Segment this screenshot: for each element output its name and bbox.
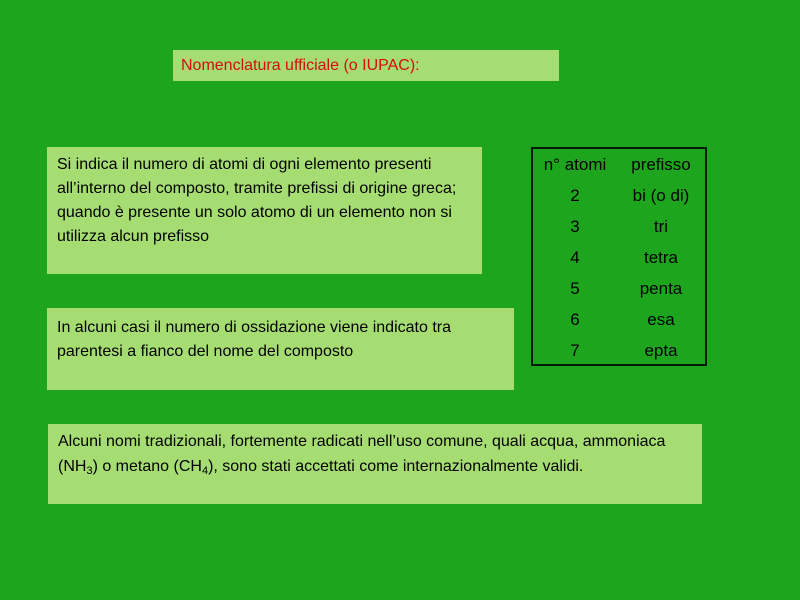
prefix-cell: tri [653, 216, 669, 236]
table-row [533, 304, 705, 335]
prefix-cell: bi (o di) [632, 185, 690, 205]
oxidation-note-box [47, 308, 514, 390]
oxidation-note-text: In alcuni casi il numero di ossidazione viene indicato tra parentesi a fianco del nome del composto [57, 319, 451, 360]
header-atoms: n° atomi [543, 154, 607, 174]
table-row [533, 242, 705, 273]
table-row [533, 273, 705, 304]
atoms-cell: 6 [570, 309, 580, 329]
traditional-names-text-1: Alcuni nomi tradizionali, fortemente radicati nell’uso comune, quali acqua, ammoniaca (NH [58, 433, 666, 475]
prefix-rule-text: Si indica il numero di atomi di ogni elemento presenti all’interno del composto, tramite prefissi di origine greca; quando è presente un solo atomo di un elemento non si utilizza alcun prefisso [57, 156, 457, 245]
table-header-row [533, 149, 705, 180]
traditional-names-text-3: ), sono stati accettati come internazionalmente validi. [208, 458, 584, 475]
nh3-subscript: 3 [86, 465, 93, 477]
table-row [533, 335, 705, 366]
table-row [533, 180, 705, 211]
atoms-cell: 7 [570, 340, 580, 360]
prefix-table-grid [533, 149, 705, 366]
atoms-cell: 2 [570, 185, 580, 205]
slide-title: Nomenclatura ufficiale (o IUPAC): [181, 57, 420, 74]
prefix-table [531, 147, 707, 366]
table-row [533, 211, 705, 242]
title-box [173, 50, 559, 81]
header-prefix: prefisso [631, 154, 691, 174]
atoms-cell: 4 [570, 247, 580, 267]
atoms-cell: 3 [570, 216, 580, 236]
ch4-subscript: 4 [201, 465, 209, 477]
prefix-cell: esa [647, 309, 675, 329]
traditional-names-box [48, 424, 702, 504]
prefix-rule-box [47, 147, 482, 274]
traditional-names-text-2: ) o metano (CH [92, 458, 202, 475]
prefix-cell: epta [644, 340, 678, 360]
prefix-cell: tetra [643, 247, 679, 267]
prefix-cell: penta [639, 278, 683, 298]
atoms-cell: 5 [570, 278, 580, 298]
